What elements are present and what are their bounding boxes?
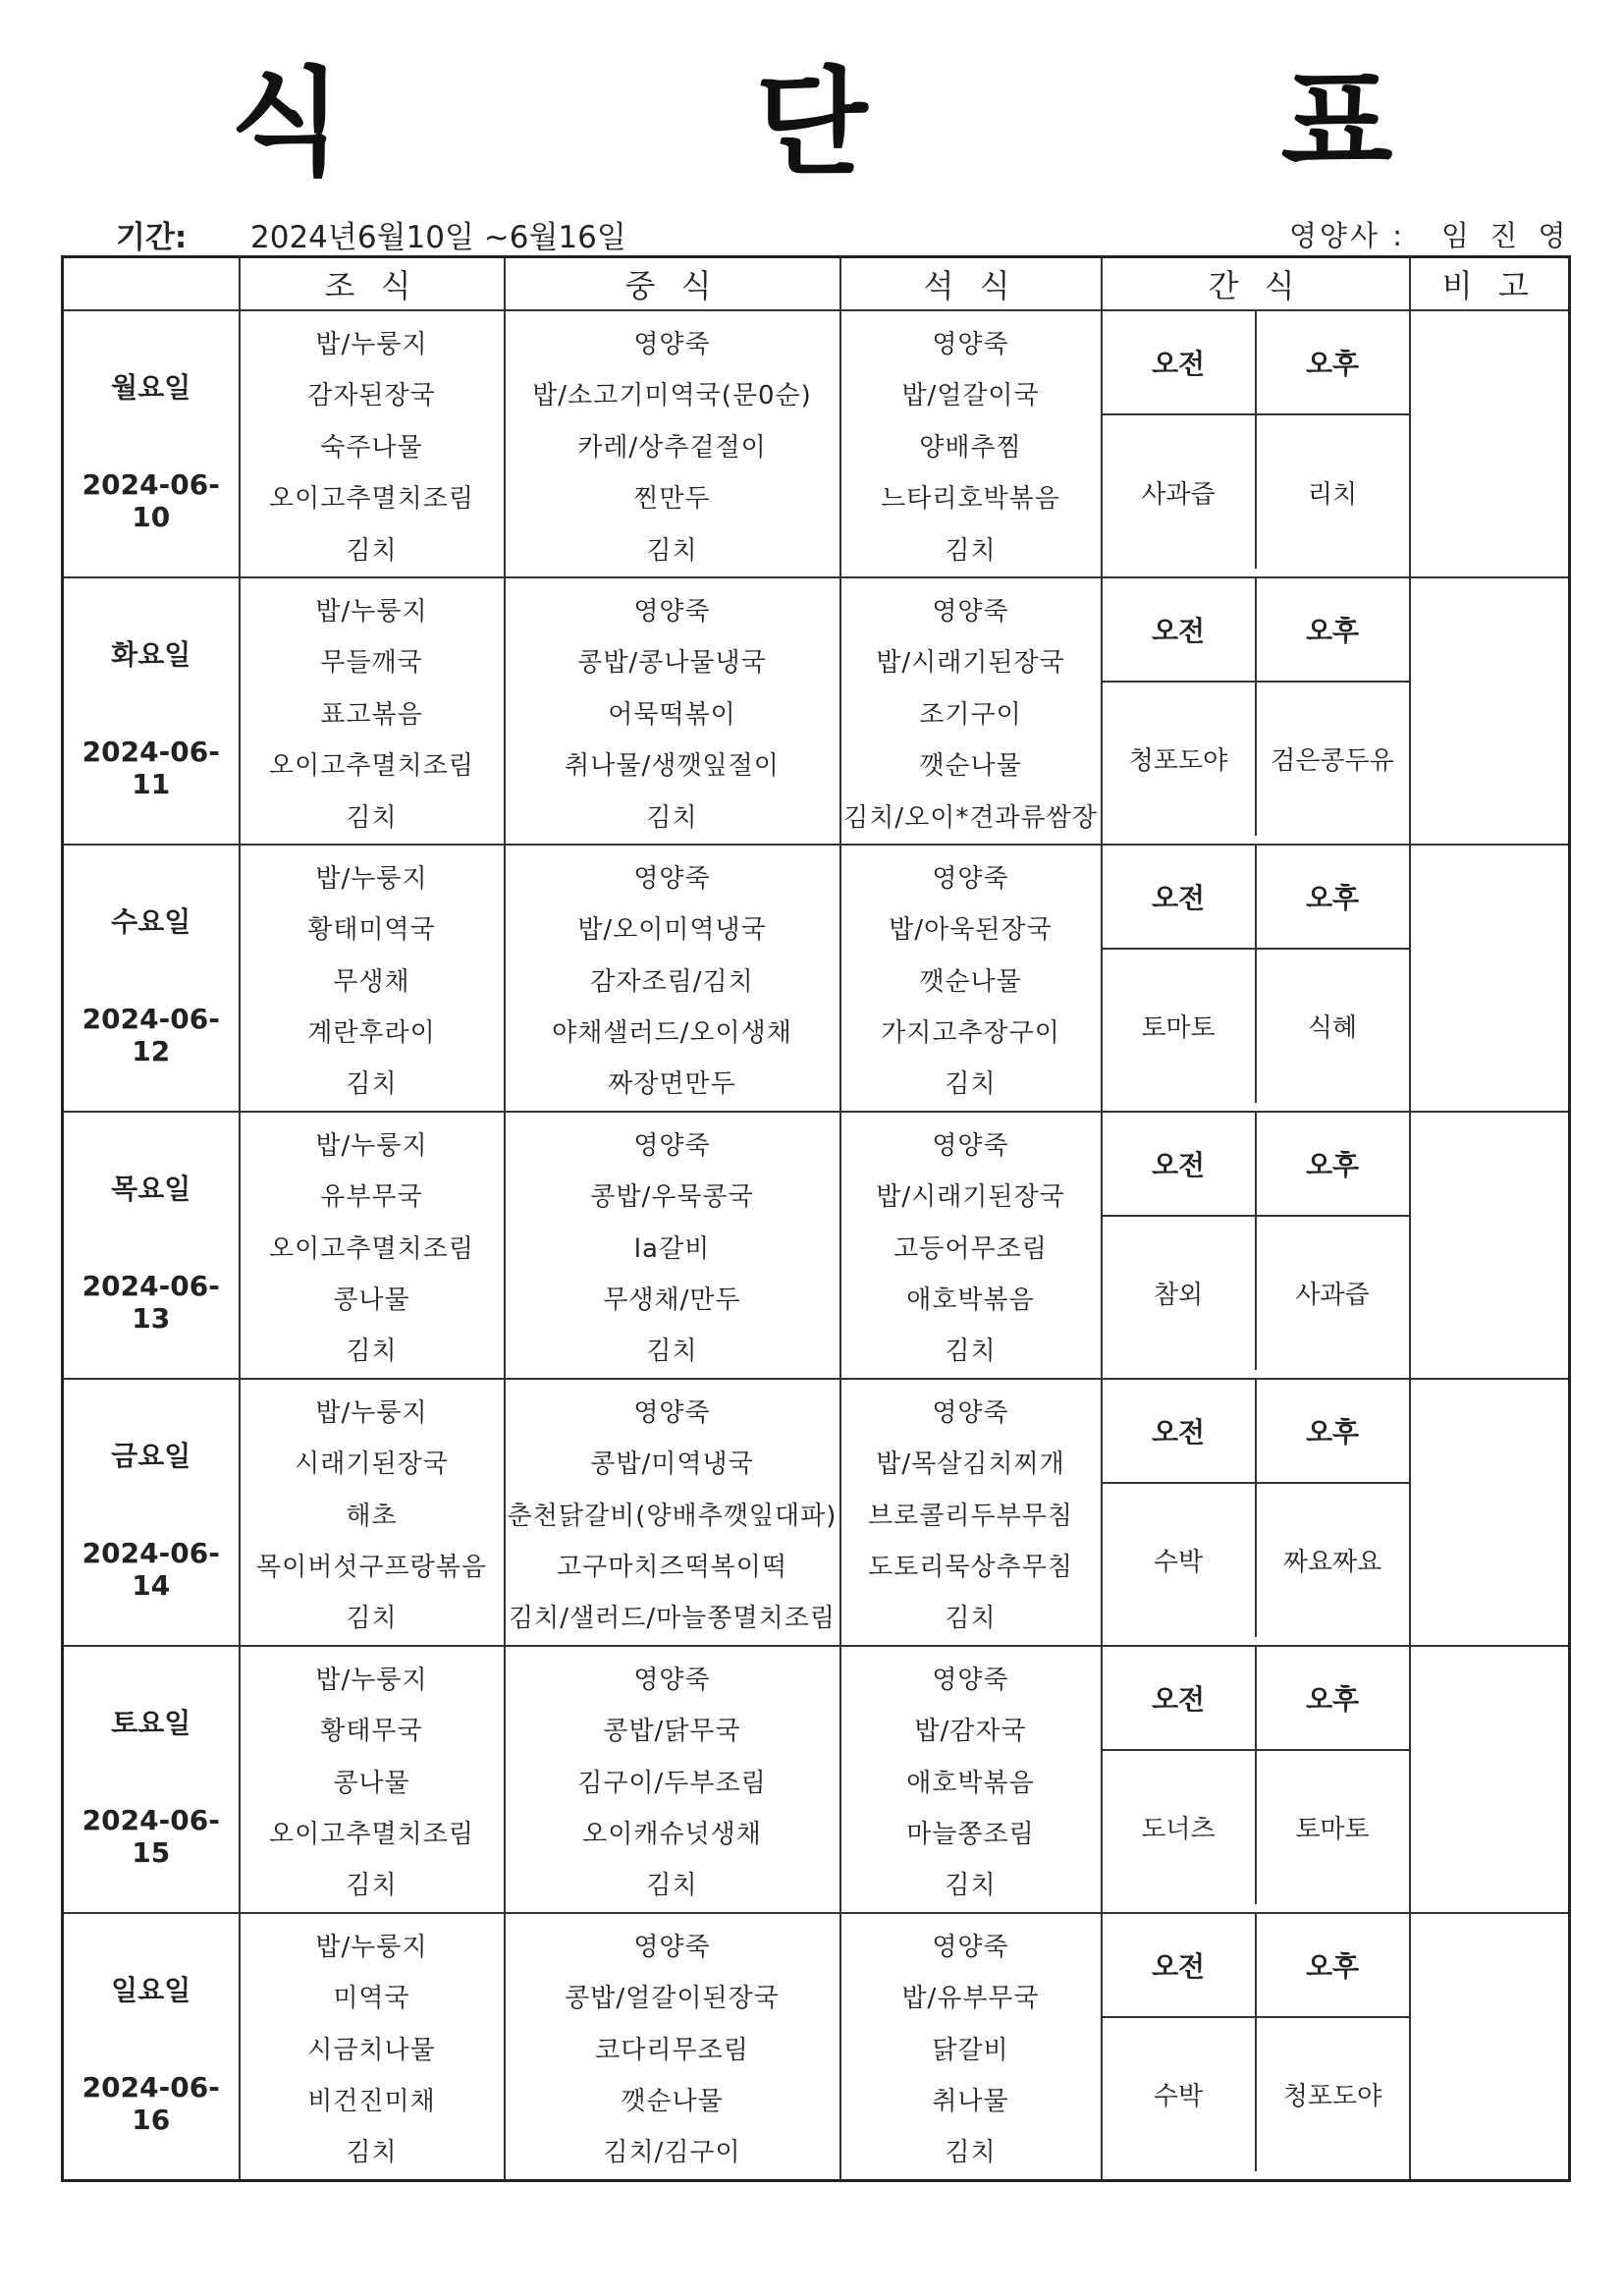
day-cell (63, 1379, 240, 1646)
menu-item: 무생채 (333, 966, 410, 997)
lunch-items (506, 1647, 839, 1912)
menu-item: 김치 (346, 535, 398, 566)
nutritionist-name: 임 진 영 (1441, 219, 1572, 252)
lunch-cell (505, 1646, 840, 1913)
menu-item: 양배추찜 (919, 432, 1022, 463)
header-snack: 간 식 (1102, 257, 1410, 311)
lunch-items (506, 1914, 839, 2179)
menu-item: 느타리호박볶음 (881, 484, 1060, 515)
snack-grid (1103, 1380, 1409, 1637)
day-row (63, 845, 1570, 1112)
snack-am: 도너츠 (1103, 1751, 1257, 1904)
snack-pm-label: 오후 (1305, 1148, 1360, 1181)
header-breakfast: 조 식 (240, 257, 505, 311)
lunch-cell (505, 1112, 840, 1379)
menu-item: 오이캐슈넛생채 (582, 1819, 762, 1849)
weekday: 일요일 (111, 1973, 191, 2006)
menu-item: 감자조림/김치 (590, 966, 754, 997)
menu-item: 오이고추멸치조림 (269, 1819, 474, 1849)
menu-item: 밥/누룽지 (315, 1130, 428, 1161)
menu-item: 오이고추멸치조림 (269, 751, 474, 782)
menu-item: 가지고추장구이 (881, 1018, 1060, 1049)
breakfast-items (241, 846, 504, 1111)
menu-item: 숙주나물 (320, 432, 423, 463)
menu-item: 고등어무조림 (893, 1233, 1048, 1264)
day-row (63, 1379, 1570, 1646)
note-cell (1410, 1112, 1570, 1379)
day-cell (63, 845, 240, 1112)
snack-pm: 사과즙 (1295, 1281, 1370, 1311)
menu-item: 찐만두 (633, 484, 711, 515)
date: 2024-06-10 (81, 468, 220, 533)
snack-am-label: 오전 (1103, 1647, 1257, 1749)
breakfast-cell (240, 1379, 505, 1646)
note-cell (1410, 1379, 1570, 1646)
snack-head (1103, 1380, 1409, 1484)
snack-head (1103, 1914, 1409, 2018)
date: 2024-06-13 (81, 1269, 220, 1335)
menu-item: 밥/누룽지 (315, 1665, 428, 1695)
menu-item: 영양죽 (932, 1932, 1009, 1962)
breakfast-cell (240, 577, 505, 845)
snack-head (1103, 1113, 1409, 1217)
note-cell (1410, 1646, 1570, 1913)
snack-cell (1102, 845, 1410, 1112)
menu-item: 김치 (945, 1871, 997, 1901)
date: 2024-06-14 (81, 1536, 220, 1602)
menu-item: 영양죽 (633, 863, 711, 894)
snack-body (1103, 950, 1409, 1103)
day-label (64, 1113, 239, 1370)
menu-item: 고구마치즈떡복이떡 (556, 1552, 788, 1582)
menu-item: 김치 (945, 1069, 997, 1100)
snack-pm-label: 오후 (1305, 881, 1360, 914)
menu-item: 밥/오이미역냉국 (577, 915, 767, 946)
menu-item: 영양죽 (633, 1130, 711, 1161)
menu-item: 밥/누룽지 (315, 1932, 428, 1962)
breakfast-cell (240, 1913, 505, 2180)
dinner-cell (840, 1379, 1102, 1646)
menu-item: 콩나물 (333, 1285, 410, 1316)
menu-table (61, 255, 1571, 2182)
dinner-items (841, 846, 1101, 1111)
date: 2024-06-12 (81, 1002, 220, 1067)
snack-head (1103, 846, 1409, 950)
menu-item: 김치 (646, 1871, 698, 1901)
weekday: 수요일 (111, 904, 191, 938)
breakfast-items (241, 1113, 504, 1378)
snack-am-label: 오전 (1103, 1380, 1257, 1482)
menu-item: 어묵떡볶이 (608, 699, 736, 730)
menu-item: 유부무국 (320, 1182, 423, 1213)
menu-item: 깻순나물 (919, 966, 1022, 997)
menu-item: 김치 (346, 1604, 398, 1634)
snack-grid (1103, 578, 1409, 836)
menu-item: 황태미역국 (307, 915, 436, 946)
menu-item: 콩밥/미역냉국 (590, 1449, 754, 1480)
breakfast-cell (240, 310, 505, 577)
snack-am: 청포도야 (1103, 683, 1257, 836)
snack-am-label: 오전 (1103, 1914, 1257, 2016)
snack-body (1103, 1751, 1409, 1904)
day-row (63, 577, 1570, 845)
snack-cell (1102, 1913, 1410, 2180)
snack-grid (1103, 1647, 1409, 1904)
nutritionist-label: 영양사 : (1289, 219, 1406, 252)
menu-item: 해초 (346, 1501, 398, 1531)
snack-body (1103, 2018, 1409, 2171)
menu-item: 밥/유부무국 (901, 1984, 1040, 2014)
menu-item: 시래기된장국 (295, 1449, 449, 1480)
menu-item: 콩밥/콩나물냉국 (577, 648, 767, 679)
snack-am: 수박 (1103, 1484, 1257, 1637)
day-label (64, 1647, 239, 1904)
period-label: 기간: (116, 220, 188, 255)
snack-body (1103, 683, 1409, 836)
breakfast-cell (240, 1112, 505, 1379)
menu-item: 취나물/생깻잎절이 (565, 751, 780, 782)
snack-cell (1102, 1112, 1410, 1379)
dinner-cell (840, 310, 1102, 577)
menu-item: 밥/얼갈이국 (901, 381, 1040, 411)
menu-item: 영양죽 (932, 1397, 1009, 1428)
menu-item: 목이버섯구프랑볶음 (255, 1552, 488, 1582)
menu-item: 깻순나물 (621, 2086, 724, 2116)
menu-item: 애호박볶음 (906, 1768, 1035, 1798)
menu-item: 김치/김구이 (603, 2138, 741, 2168)
breakfast-items (241, 578, 504, 844)
snack-grid (1103, 1113, 1409, 1370)
menu-item: 오이고추멸치조림 (269, 484, 474, 515)
menu-item: 오이고추멸치조림 (269, 1233, 474, 1264)
day-row (63, 1913, 1570, 2180)
menu-item: 브로콜리두부무침 (868, 1501, 1073, 1531)
menu-item: 김치 (945, 1337, 997, 1367)
snack-head (1103, 311, 1409, 415)
menu-item: 마늘쫑조림 (906, 1819, 1035, 1849)
snack-pm: 토마토 (1295, 1815, 1370, 1845)
snack-pm: 짜요짜요 (1282, 1548, 1382, 1578)
snack-cell (1102, 1646, 1410, 1913)
lunch-cell (505, 310, 840, 577)
menu-item: 깻순나물 (919, 751, 1022, 782)
menu-item: 밥/누룽지 (315, 330, 428, 359)
weekday: 월요일 (111, 371, 191, 404)
snack-body (1103, 1484, 1409, 1637)
menu-item: 영양죽 (633, 1932, 711, 1962)
menu-item: 김치 (646, 535, 698, 566)
snack-grid (1103, 1914, 1409, 2171)
menu-body (63, 310, 1570, 2180)
menu-item: 감자된장국 (307, 381, 436, 411)
snack-am: 수박 (1103, 2018, 1257, 2171)
snack-cell (1102, 310, 1410, 577)
menu-item: 영양죽 (932, 330, 1009, 359)
note-cell (1410, 310, 1570, 577)
header-note: 비 고 (1410, 257, 1570, 311)
menu-item: 영양죽 (633, 596, 711, 627)
day-label (64, 1380, 239, 1637)
lunch-items (506, 846, 839, 1111)
menu-item: 영양죽 (633, 330, 711, 359)
page-title: 식 단 표 (230, 55, 1580, 191)
menu-item: 밥/소고기미역국(문0순) (532, 381, 812, 411)
lunch-cell (505, 845, 840, 1112)
dinner-items (841, 1647, 1101, 1912)
menu-item: la갈비 (633, 1233, 711, 1264)
day-row (63, 1646, 1570, 1913)
day-cell (63, 310, 240, 577)
day-cell (63, 1112, 240, 1379)
snack-grid (1103, 846, 1409, 1103)
snack-am-label: 오전 (1103, 311, 1257, 413)
menu-item: 미역국 (333, 1984, 410, 2014)
breakfast-items (241, 311, 504, 576)
lunch-items (506, 578, 839, 844)
menu-item: 도토리묵상추무침 (868, 1552, 1073, 1582)
breakfast-items (241, 1914, 504, 2179)
dinner-cell (840, 577, 1102, 845)
menu-item: 밥/감자국 (914, 1717, 1027, 1747)
menu-item: 콩밥/우묵콩국 (590, 1182, 754, 1213)
breakfast-items (241, 1647, 504, 1912)
day-label (64, 846, 239, 1103)
snack-cell (1102, 577, 1410, 845)
period-value: 2024년6월10일 ~6월16일 (250, 220, 626, 255)
header-lunch: 중 식 (505, 257, 840, 311)
menu-item: 춘천닭갈비(양배추깻잎대파) (507, 1501, 838, 1531)
menu-item: 밥/시래기된장국 (876, 648, 1065, 679)
menu-item: 김치/샐러드/마늘쫑멸치조림 (509, 1604, 836, 1634)
menu-item: 취나물 (932, 2086, 1009, 2116)
menu-item: 짜장면만두 (608, 1069, 736, 1100)
day-cell (63, 577, 240, 845)
note-cell (1410, 845, 1570, 1112)
day-label (64, 1914, 239, 2171)
weekday: 토요일 (111, 1706, 191, 1739)
day-label (64, 578, 239, 836)
date: 2024-06-15 (81, 1803, 220, 1869)
menu-item: 콩나물 (333, 1768, 410, 1798)
menu-item: 영양죽 (932, 1130, 1009, 1161)
day-cell (63, 1646, 240, 1913)
dinner-items (841, 1113, 1101, 1378)
lunch-items (506, 311, 839, 576)
menu-item: 영양죽 (633, 1397, 711, 1428)
header-row (63, 257, 1570, 311)
menu-item: 밥/누룽지 (315, 596, 428, 627)
menu-item: 김치 (346, 802, 398, 833)
day-row (63, 1112, 1570, 1379)
day-label (64, 311, 239, 569)
menu-item: 카레/상추겉절이 (577, 432, 767, 463)
snack-cell (1102, 1379, 1410, 1646)
lunch-items (506, 1380, 839, 1645)
menu-item: 영양죽 (633, 1665, 711, 1695)
weekday: 목요일 (111, 1172, 191, 1205)
date: 2024-06-11 (81, 735, 220, 800)
menu-item: 표고볶음 (320, 699, 423, 730)
menu-item: 밥/누룽지 (315, 863, 428, 894)
menu-item: 영양죽 (932, 596, 1009, 627)
snack-pm-label: 오후 (1305, 1415, 1360, 1449)
menu-item: 김치 (945, 2138, 997, 2168)
lunch-items (506, 1113, 839, 1378)
menu-item: 김치 (346, 2138, 398, 2168)
dinner-cell (840, 1646, 1102, 1913)
menu-item: 김치 (346, 1871, 398, 1901)
snack-pm: 식혜 (1307, 1013, 1358, 1044)
menu-item: 영양죽 (932, 863, 1009, 894)
dinner-items (841, 578, 1101, 844)
lunch-cell (505, 1913, 840, 2180)
breakfast-cell (240, 1646, 505, 1913)
dinner-cell (840, 1112, 1102, 1379)
dinner-items (841, 311, 1101, 576)
dinner-items (841, 1380, 1101, 1645)
menu-item: 비건진미채 (307, 2086, 436, 2116)
snack-body (1103, 1217, 1409, 1370)
menu-item: 김치 (646, 1337, 698, 1367)
menu-item: 콩밥/얼갈이된장국 (565, 1984, 780, 2014)
day-cell (63, 1913, 240, 2180)
lunch-cell (505, 1379, 840, 1646)
menu-item: 김치 (346, 1069, 398, 1100)
snack-pm: 검은콩두유 (1271, 746, 1394, 777)
snack-am-label: 오전 (1103, 578, 1257, 681)
snack-pm-label: 오후 (1305, 1949, 1360, 1983)
snack-pm: 리치 (1307, 479, 1358, 510)
breakfast-cell (240, 845, 505, 1112)
menu-item: 무들깨국 (320, 648, 423, 679)
snack-body (1103, 415, 1409, 569)
note-cell (1410, 577, 1570, 845)
menu-item: 계란후라이 (307, 1018, 436, 1049)
weekday: 화요일 (111, 637, 191, 671)
menu-item: 밥/아욱된장국 (889, 915, 1053, 946)
menu-item: 닭갈비 (932, 2035, 1009, 2065)
menu-item: 야채샐러드/오이생채 (552, 1018, 792, 1049)
snack-head (1103, 1647, 1409, 1751)
snack-am: 사과즙 (1103, 415, 1257, 569)
snack-pm-label: 오후 (1305, 614, 1360, 647)
snack-pm: 청포도야 (1282, 2082, 1382, 2112)
menu-item: 애호박볶음 (906, 1285, 1035, 1316)
menu-item: 밥/누룽지 (315, 1397, 428, 1428)
day-row (63, 310, 1570, 577)
snack-am: 참외 (1103, 1217, 1257, 1370)
menu-item: 김치 (945, 1604, 997, 1634)
menu-item: 조기구이 (919, 699, 1022, 730)
menu-item: 김구이/두부조림 (577, 1768, 767, 1798)
dinner-items (841, 1914, 1101, 2179)
menu-item: 밥/목살김치찌개 (876, 1449, 1065, 1480)
snack-am-label: 오전 (1103, 1113, 1257, 1215)
menu-item: 김치 (346, 1337, 398, 1367)
snack-am-label: 오전 (1103, 846, 1257, 948)
menu-item: 코다리무조림 (595, 2035, 749, 2065)
dinner-cell (840, 845, 1102, 1112)
header-day (63, 257, 240, 311)
snack-grid (1103, 311, 1409, 569)
menu-item: 김치/오이*견과류쌈장 (843, 802, 1098, 833)
header-dinner: 석 식 (840, 257, 1102, 311)
snack-pm-label: 오후 (1305, 348, 1360, 380)
menu-item: 무생채/만두 (603, 1285, 741, 1316)
date: 2024-06-16 (81, 2070, 220, 2136)
snack-pm-label: 오후 (1305, 1682, 1360, 1716)
breakfast-items (241, 1380, 504, 1645)
menu-item: 황태무국 (320, 1717, 423, 1747)
note-cell (1410, 1913, 1570, 2180)
lunch-cell (505, 577, 840, 845)
menu-item: 김치 (646, 802, 698, 833)
menu-item: 콩밥/닭무국 (603, 1717, 741, 1747)
snack-am: 토마토 (1103, 950, 1257, 1103)
menu-item: 시금치나물 (307, 2035, 436, 2065)
menu-item: 김치 (945, 535, 997, 566)
dinner-cell (840, 1913, 1102, 2180)
weekday: 금요일 (111, 1439, 191, 1472)
menu-item: 영양죽 (932, 1665, 1009, 1695)
menu-item: 밥/시래기된장국 (876, 1182, 1065, 1213)
snack-head (1103, 578, 1409, 683)
